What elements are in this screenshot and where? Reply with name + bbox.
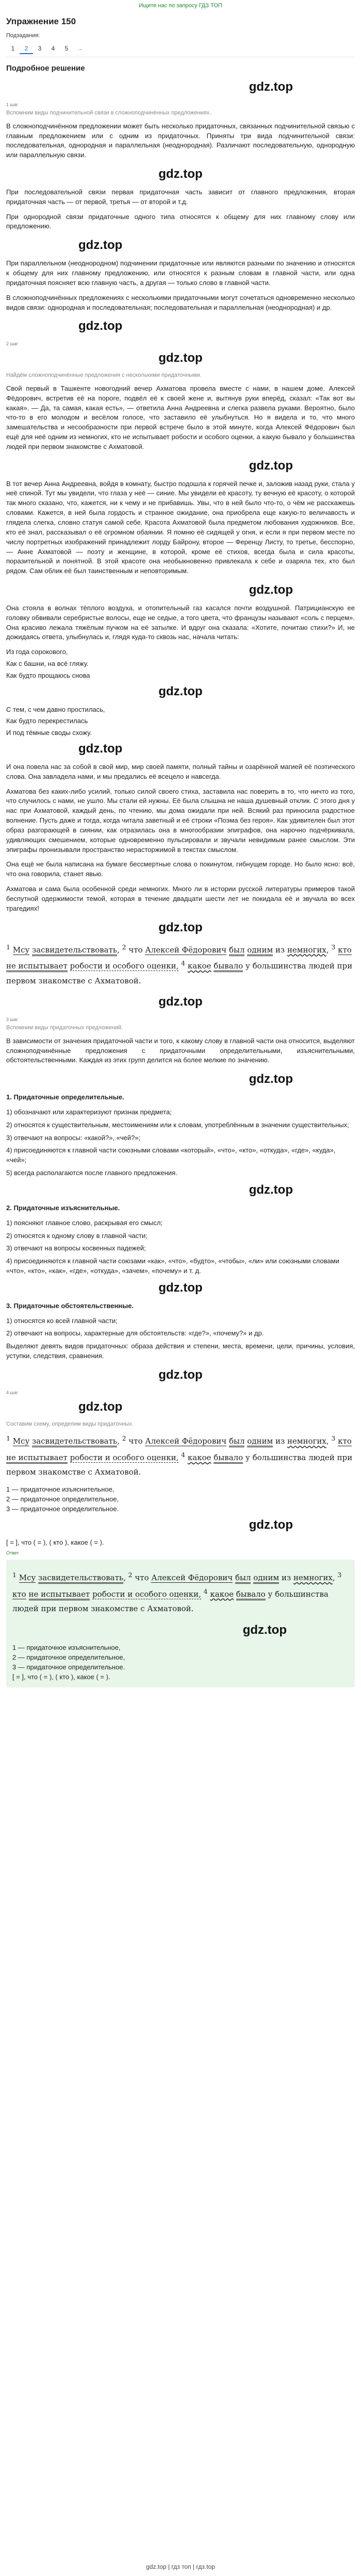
list-item: 4) присоединяются к главной части союзами «как», «что», «будто», «чтобы», «ли» или союзными словами «что», «кто», «как», «где», «откуда», «зачем», «почему» и т. д. <box>6 1257 339 1275</box>
legend-line: 1 — придаточное изъяснительное, <box>6 1485 114 1493</box>
object: робости и особого оценки, <box>92 1589 201 1599</box>
group-title: 2. Придаточные изъяснительные. <box>6 1203 120 1212</box>
subject: Мсу <box>12 945 30 955</box>
modifier: какое <box>210 1589 234 1599</box>
poem-line: Как будто прощаюсь снова <box>6 671 90 679</box>
poem-line: С тем, с чем давно простилась, <box>6 705 105 713</box>
watermark: gdz.top <box>158 684 203 698</box>
subject: Алексей Фёдорович <box>145 1436 227 1446</box>
predicate: одним <box>247 945 273 956</box>
subtask-5[interactable]: 5 <box>64 45 69 52</box>
paragraph: В зависимости от значения придаточной части и того, к какому слову в главной части она относится, выделяют сложноподчинённые предложения с придаточными определительными, изъяснительными, обстоятельственными. Каждая из этих групп делится на более мелкие по значению. <box>6 1036 355 1064</box>
clause-number: 4 <box>181 1450 186 1459</box>
predicate: бывало <box>214 961 243 972</box>
section-title: Подробное решение <box>6 64 85 73</box>
scheme-formula: [ = ], что ( = ), ( кто ), какое ( = ). <box>12 1673 110 1681</box>
list-item: 3) отвечают на вопросы: «какой?», «чей?»; <box>6 1133 141 1142</box>
scheme-formula: [ = ], что ( = ), ( кто ), какое ( = ). <box>6 1538 104 1547</box>
group-title: 1. Придаточные определительные. <box>6 1093 124 1101</box>
predicate: одним <box>247 1436 273 1447</box>
group-list <box>6 1108 355 1178</box>
conjunction: что <box>128 945 143 955</box>
paragraph: Она ещё не была написана на бумаге бессмертные слова о покинутом, гибнущем городе. Но было ясно: всё, что она говорила, станет явью. <box>6 860 355 878</box>
list-item: 3) отвечают на вопросы косвенных падежей; <box>6 1244 146 1252</box>
clause-number: 3 <box>331 943 336 951</box>
step-hint: Найдём сложноподчинённые предложения с несколькими придаточными. <box>6 372 202 378</box>
predicate: засвидетельствовать <box>32 945 117 956</box>
watermark: gdz.top <box>158 1367 203 1382</box>
paragraph: И она повела нас за собой в свой мир, мир своей памяти, полный тайны и озарённой магией её поэтического слова. Она завладела нами, и мы предались её всецело и навсегда. <box>6 762 355 780</box>
footer-links[interactable]: gdz.top | гдз топ | гдз.top <box>146 2563 215 2570</box>
group-list <box>6 1218 355 1276</box>
watermark: gdz.top <box>249 1517 293 1532</box>
sentence-scheme: $^1$ Мсу засвидетельствовать, $^2$ что Алексей Фёдорович был одним из немногих, $^3$ кто не испытывает робости и особого оценки, $^4$ какое бывало у большинства людей при первом знакомстве с Ахматовой. <box>6 943 353 985</box>
predicate: был <box>229 1436 245 1447</box>
list-item: 1) обозначают или характеризуют признак предмета; <box>6 1108 172 1116</box>
page-title: Упражнение 150 <box>6 16 76 26</box>
paragraph: Она стояла в волнах тёплого воздуха, и отопительный газ касался почти воздушной. Патрицианскую ее головку обвивали серебристые волосы, еще не седые, а того цвета, что французы называют «соль с перцем». Она красиво лежала тяжёлым пучком на её затылке. И вдруг она сказала: «Хотите, почитаю стихи?» И, не дожидаясь ответа, улыбнулась и, глядя куда-то сквозь нас, начала читать: <box>6 604 355 641</box>
legend-line: 3 — придаточное определительное. <box>12 1663 125 1671</box>
predicate: одним <box>253 1573 279 1584</box>
step-label: 4 шаг <box>6 1390 19 1395</box>
clause-number: 4 <box>203 1587 208 1595</box>
clause-number: 3 <box>331 1434 336 1443</box>
next-arrow-icon[interactable]: → <box>77 45 83 52</box>
paragraph: В тот вечер Анна Андреевна, войдя в комнату, быстро подошла к горячей печке и, заложив назад руки, стала у неё спиной. Тут мы увидели, что глаза у неё — синие. Мы увидели её красоту, ту вечную её красоту, о которой так много сказано, что, кажется, ни к чему и не прибавишь. Увы, что в ней было что-то, о чём не расскажешь словами. Кажется, в ней была гордость и странное ожидание, она приобрела еще какую-то величавость и глядела слегка, словно статуя самой себе. Красота Ахматовой была предметом любования художников. Все, кто её знал, рассказывал о её огромном обаянии. Я помню её сидящей у огня, и если я при первом месте по числу портретных изображений принадлежит лорду Байрону, второе — Ференцу Листу, то третье, бесспорно, — Анне Ахматовой — поэту и женщине, в которой, кроме её стихов, всегда была и сила красоты, поразительной и понятной. В этой красоте она необыкновенно привлекала к себе и озаряла тех, кто был рядом. Сам облик её был таинственным и неповторимым. <box>6 479 355 575</box>
list-item: 1) относятся ко всей главной части; <box>6 1316 118 1325</box>
list-item: 4) присоединяются к главной части союзными словами «который», «что», «кто», «откуда», «где», «куда», «чей»; <box>6 1146 336 1164</box>
subject: Мсу <box>12 1436 30 1446</box>
predicate: бывало <box>236 1590 266 1600</box>
watermark: gdz.top <box>158 351 203 365</box>
watermark: gdz.top <box>158 995 203 1009</box>
step-hint: Вспомним виды придаточных предложений. <box>6 1024 123 1031</box>
poem-line: Как будто перекрестилась <box>6 717 88 725</box>
paragraph: При последовательной связи первая придаточная часть зависит от главного предложения, вторая придаточная часть — от первой, третья — от второй и т.д. <box>6 188 355 206</box>
watermark: gdz.top <box>249 1072 293 1086</box>
legend-line: 2 — придаточное определительное, <box>6 1495 119 1503</box>
group-title: 3. Придаточные обстоятельственные. <box>6 1301 134 1310</box>
legend-line: 3 — придаточное определительное. <box>6 1504 119 1513</box>
clause-number: 3 <box>337 1571 342 1579</box>
subject: кто <box>338 1436 352 1446</box>
legend-line: 2 — придаточное определительное, <box>12 1653 125 1662</box>
step-label: 2 шаг <box>6 341 19 347</box>
step-label: 3 шаг <box>6 1016 19 1022</box>
word: из <box>275 945 285 955</box>
predicate: был <box>235 1573 251 1584</box>
watermark: gdz.top <box>78 238 123 253</box>
group-list <box>6 1316 355 1339</box>
sentence-scheme: $^1$ Мсу засвидетельствовать, $^2$ что Алексей Фёдорович был одним из немногих, $^3$ кто не испытывает робости и особого оценки, $^4$ какое бывало у большинства людей при первом знакомстве с Ахматовой. <box>12 1571 342 1614</box>
subtasks-label: Подзадания: <box>6 32 40 39</box>
list-item: 2) относятся к одному слову в главной части; <box>6 1231 147 1240</box>
watermark: gdz.top <box>249 583 293 597</box>
conjunction: что <box>135 1573 149 1583</box>
paragraph: В сложноподчинённом предложении может быть несколько придаточных, связанных подчинительной связью с главным предложением или с одним из придаточных. Приняты три вида подчинительной связи: последовательная, однородная и параллельная (неоднородная). Различают последовательную, однородную или параллельную связи. <box>6 122 355 159</box>
subject: кто <box>12 1589 26 1599</box>
paragraph: Выделяют девять видов придаточных: образа действия и степени, места, времени, цели, причины, условия, уступки, следствия, сравнения. <box>6 1342 355 1360</box>
clause-number: 1 <box>12 1571 17 1579</box>
predicate: не испытывает <box>6 961 68 972</box>
modifier: какое <box>187 961 211 971</box>
paragraph: Свой первый в Ташкенте новогодний вечер Ахматова провела вместе с нами, в нашем доме. Алексей Фёдорович, встретив её на пороге, подвёл её к своей жене и, вытянув руки вперёд, сказал: «Так вот вы какая». — Да, та самая, какая есть», — ответила Анна Андреевна и слегка развела руками. Вероятно, было что-то в его молодом и весёлом голосе, что заставило её улыбнуться. Но я видела и то, что много замешательства и несообразности при первой встрече было в этой минуте, когда Алексей Фёдорович был ещё для неё одним из немногих, кто не испытывает робости и особого оценки, а какую бывало у большинства людей при первом знакомстве с Ахматовой. <box>6 384 355 450</box>
watermark: gdz.top <box>242 1622 287 1637</box>
paragraph: При параллельном (неоднородном) подчинении придаточные или являются разными по значению и относятся к общему для них главному предложению, или относятся к разным словам в главной части, или одна придаточная поясняет всю главную часть, а другая — только слово в главной части. <box>6 259 355 287</box>
watermark: gdz.top <box>78 1399 123 1414</box>
clause-number: 2 <box>128 1571 133 1579</box>
step-hint: Составим схему, определим виды придаточных. <box>6 1420 134 1427</box>
modifier: немногих <box>293 1573 333 1583</box>
word: у большинства людей при первом знакомстве с Ахматовой. <box>6 1452 353 1477</box>
clause-number: 4 <box>181 959 186 967</box>
paragraph: Ахматова и сама была особенной среди немногих. Много ли в истории русской литературы примеров такой беспутной одержимости темой, которая в течение двадцати шести лет не покидала её и звучала во всех трагедиях! <box>6 885 355 912</box>
predicate: засвидетельствовать <box>32 1436 117 1447</box>
modifier: немногих <box>287 945 326 955</box>
subject: Алексей Фёдорович <box>145 945 227 955</box>
step-label: 1 шаг <box>6 102 19 107</box>
conjunction: что <box>128 1436 143 1446</box>
answer-box <box>6 1560 355 1687</box>
predicate: засвидетельствовать <box>38 1573 123 1584</box>
paragraph: При однородной связи придаточные одного типа относятся к общему для них главному слову или предложению. <box>6 212 355 230</box>
watermark: gdz.top <box>249 458 293 473</box>
predicate: был <box>229 945 245 956</box>
word: из <box>275 1436 285 1446</box>
solution-content <box>6 76 355 1694</box>
subject: Алексей Фёдорович <box>151 1573 233 1583</box>
promo-bar[interactable] <box>0 0 361 11</box>
paragraph: В сложноподчинённых предложениях с несколькими придаточными могут сочетаться одновременно несколько видов связи: однородная и последовательная; последовательная и параллельная (неоднородная) и др. <box>6 293 355 311</box>
object: робости и особого оценки, <box>70 961 179 971</box>
predicate: не испытывает <box>29 1590 90 1600</box>
poem-line: Как с башни, на всё гляжу. <box>6 660 89 668</box>
clause-number: 2 <box>122 1434 126 1443</box>
predicate: бывало <box>214 1453 243 1464</box>
watermark: gdz.top <box>249 1183 293 1197</box>
step-hint: Вспомним виды подчинительной связи в сложноподчинённых предложениях. <box>6 109 211 116</box>
predicate: не испытывает <box>6 1453 68 1464</box>
clause-number: 1 <box>6 1434 10 1443</box>
legend-line: 1 — придаточное изъяснительное, <box>12 1644 121 1652</box>
object: робости и особого оценки, <box>70 1452 179 1462</box>
watermark: gdz.top <box>78 319 123 333</box>
word: из <box>281 1573 291 1583</box>
modifier: какое <box>187 1452 211 1462</box>
poem-line: Из года сорокового, <box>6 648 68 656</box>
word: у большинства людей при первом знакомстве с Ахматовой. <box>6 961 353 985</box>
clause-number: 2 <box>122 943 126 951</box>
subtask-2[interactable]: 2 <box>20 44 33 54</box>
watermark: gdz.top <box>158 1280 203 1295</box>
word: у большинства людей при первом знакомстве с Ахматовой. <box>12 1589 329 1614</box>
list-item: 2) отвечают на вопросы, характерные для обстоятельств: «где?», «почему?» и др. <box>6 1329 264 1337</box>
subject: кто <box>338 945 352 955</box>
subtask-pager <box>6 44 87 54</box>
list-item: 1) поясняют главное слово, раскрывая его смысл; <box>6 1218 163 1227</box>
modifier: немногих <box>287 1436 326 1446</box>
poem-line: И под тёмные своды схожу. <box>6 729 92 737</box>
watermark: gdz.top <box>158 167 203 181</box>
subtask-4[interactable]: 4 <box>51 45 55 52</box>
subject: Мсу <box>19 1573 36 1583</box>
list-item: 5) всегда располагаются после главного предложения. <box>6 1169 177 1177</box>
promo-text[interactable]: Ищите нас по запросу ГДЗ ТОП <box>139 3 222 9</box>
paragraph: Ахматова без каких-либо усилий, только силой своего стиха, заставила нас поверить в то, что ничто из того, что случилось с нами, не ушло. Мы стали ей нужны. Её была слышна не наша душевный отклик. С этого дня у нас при Ахматовой, каждый день, по чтению, мы дома ожидали при ней. Всякий раз приносила радостное волнение. Пусть даже и тогда, когда читала заветный и её строки «Поэма без героя». Как удивителен был этот образ разгорающей в сиянии, как отразилась она в многообразии эпиграфов, она нарочно подчёркивала, удивляющих смешением, которые одновременно пульсировали и звучали невидимым ранее смыслом. Эти эпиграфы пронизывали пространство нерасторжимой в текстах смыслом. <box>6 787 355 854</box>
sentence-scheme: $^1$ Мсу засвидетельствовать, $^2$ что Алексей Фёдорович был одним из немногих, $^3$ кто не испытывает робости и особого оценки, $^4$ какое бывало у большинства людей при первом знакомстве с Ахматовой. <box>6 1434 353 1477</box>
watermark: gdz.top <box>78 742 123 756</box>
watermark: gdz.top <box>249 80 293 94</box>
subtask-3[interactable]: 3 <box>38 45 42 52</box>
clause-number: 1 <box>6 943 10 951</box>
list-item: 2) относятся к существительным, местоимениям или к словам, употреблённым в значении существительных; <box>6 1120 349 1129</box>
watermark: gdz.top <box>158 920 203 934</box>
answer-label: Ответ <box>6 1550 19 1556</box>
subtask-1[interactable]: 1 <box>11 45 15 52</box>
